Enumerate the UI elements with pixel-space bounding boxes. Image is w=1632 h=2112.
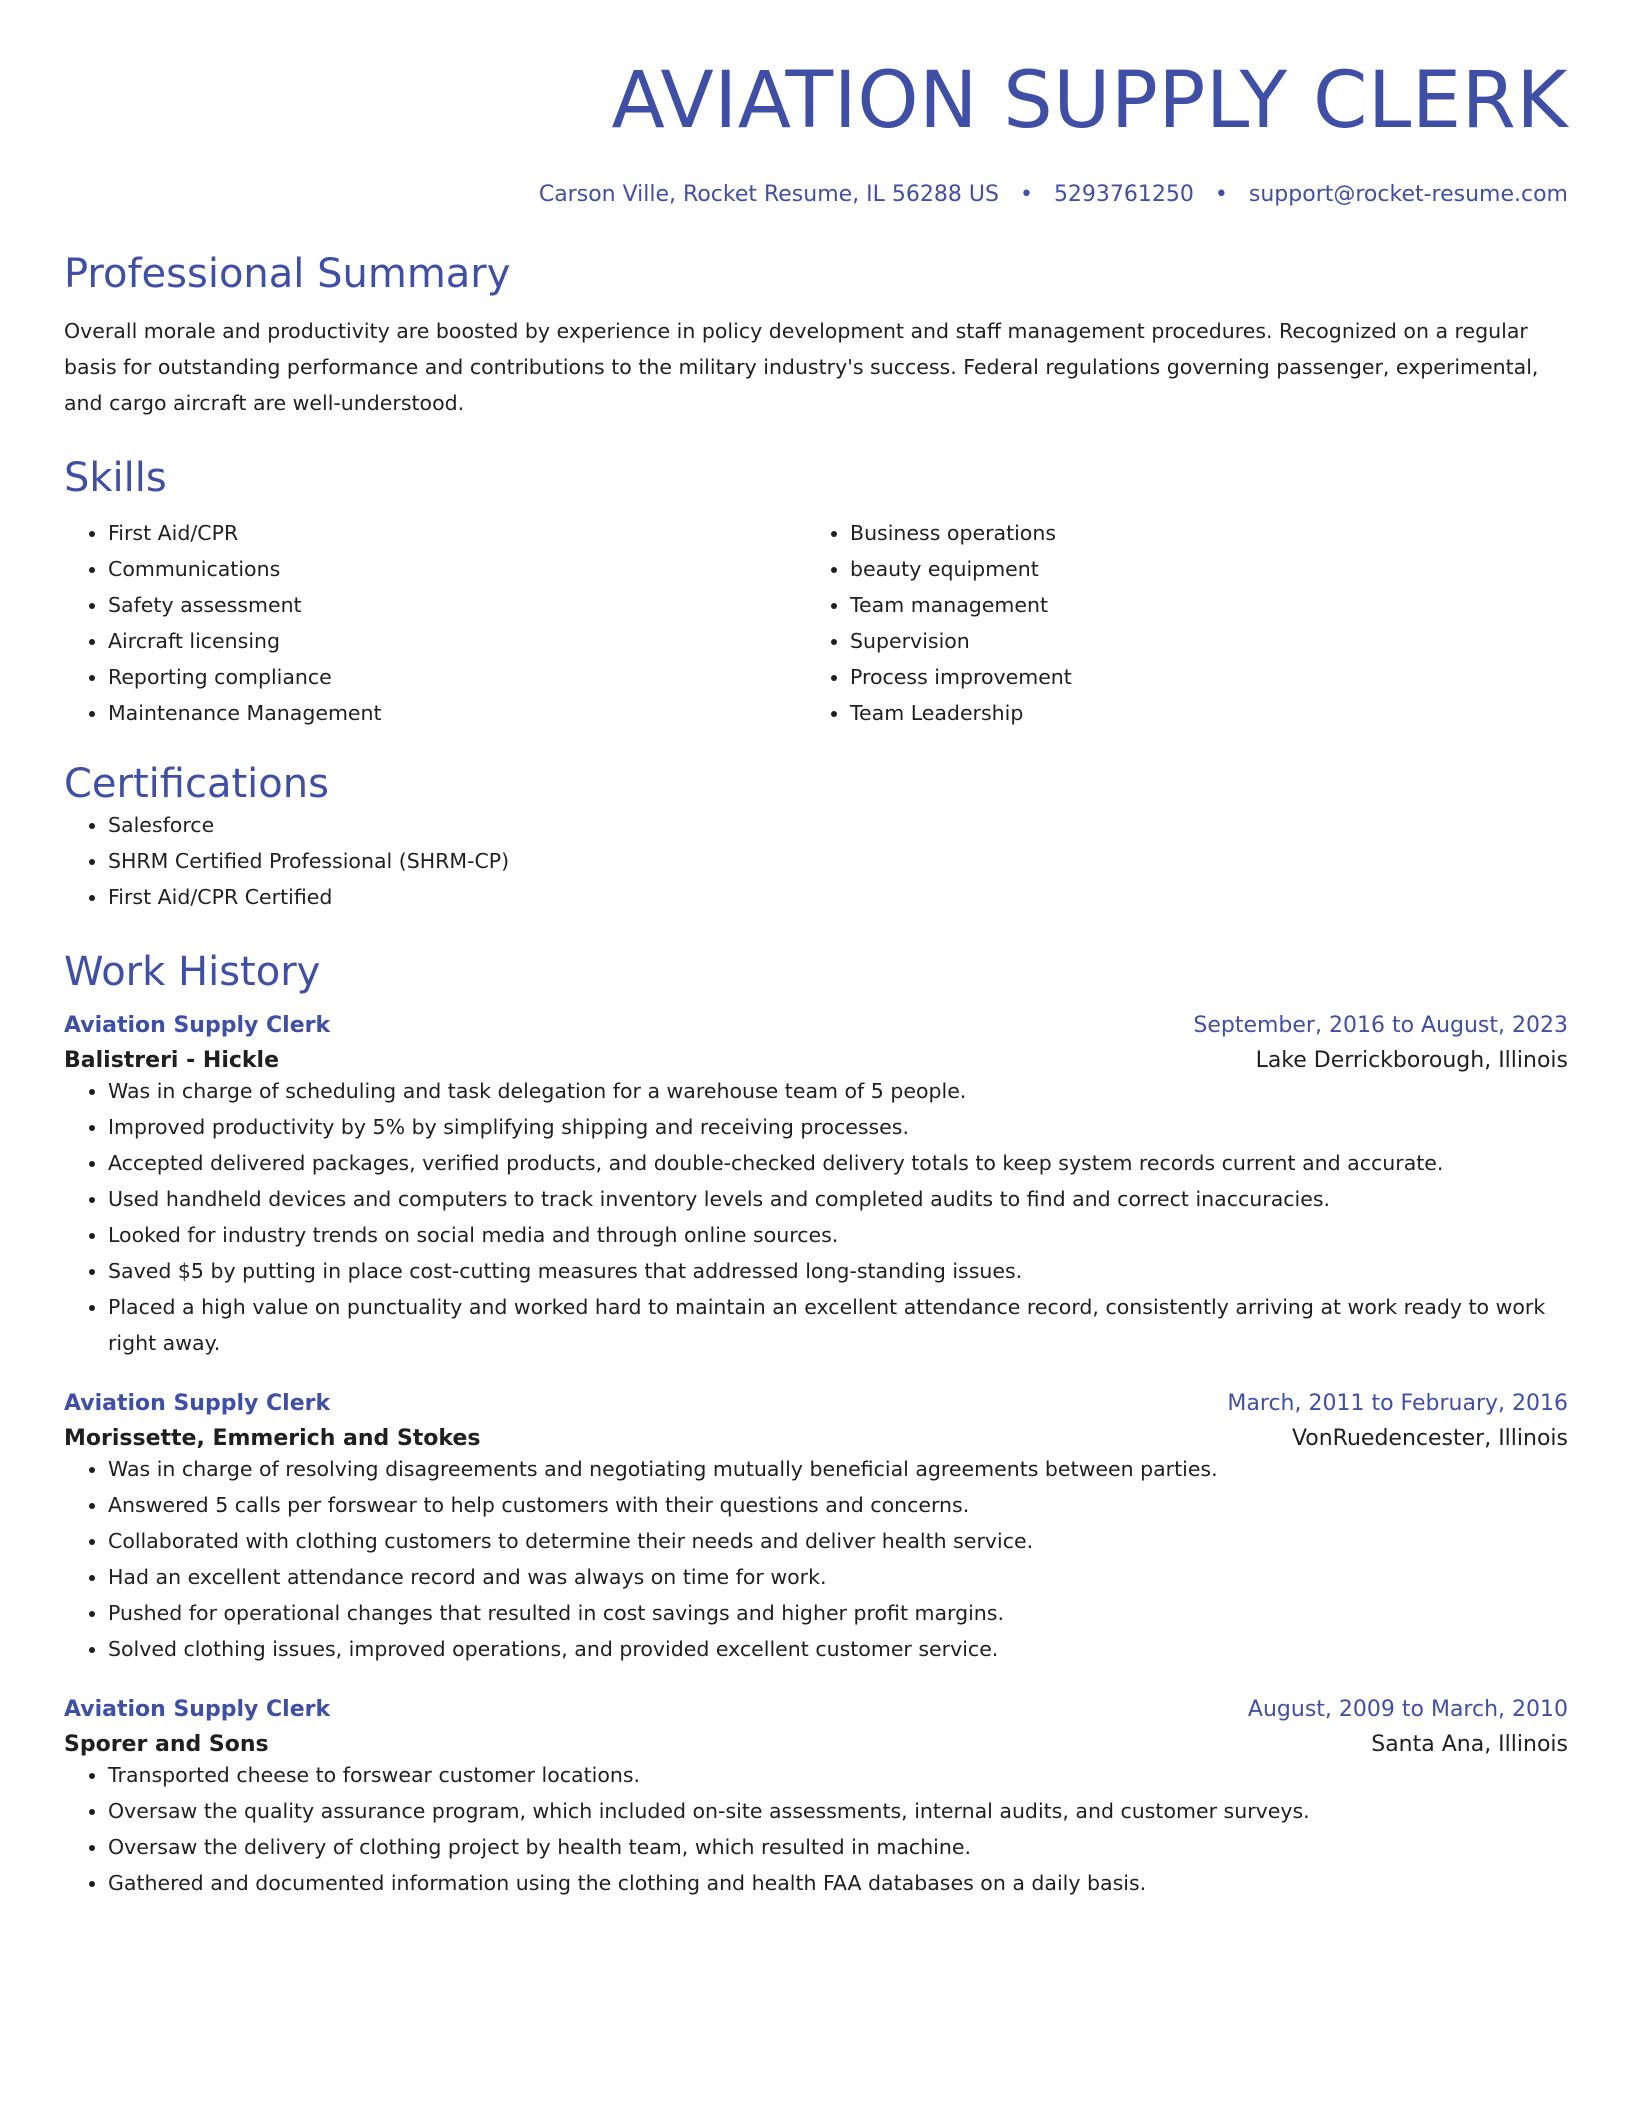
skill-item: • Team management (850, 587, 1548, 623)
skill-item: • First Aid/CPR (108, 515, 806, 551)
job-duty: • Looked for industry trends on social media and through online sources. (108, 1217, 1568, 1253)
summary-text: Overall morale and productivity are boosted by experience in policy development and staff management procedures. Recognized on a regular basis for outstanding performance and contributions to the military industry's success. Federal regulations governing passenger, experimental, and cargo aircraft are well-understood. (64, 319, 1539, 415)
job-duty: • Was in charge of scheduling and task delegation for a warehouse team of 5 people. (108, 1073, 1568, 1109)
skills-column-left (64, 515, 806, 731)
contact-separator: • (1214, 182, 1228, 207)
contact-address: Carson Ville, Rocket Resume, IL 56288 US (538, 182, 999, 207)
job-duties-list (64, 1451, 1568, 1667)
skill-item: • Reporting compliance (108, 659, 806, 695)
job-entry (64, 1391, 1568, 1667)
job-location: Lake Derrickborough, Illinois (1255, 1048, 1568, 1073)
job-header (64, 1697, 1568, 1722)
job-duty: • Improved productivity by 5% by simplifying shipping and receiving processes. (108, 1109, 1568, 1145)
skill-item: • Supervision (850, 623, 1548, 659)
summary-heading: Professional Summary (64, 251, 511, 297)
job-header (64, 1013, 1568, 1038)
contact-email: support@rocket-resume.com (1248, 182, 1568, 207)
certifications-list (64, 807, 1568, 915)
work-history-heading: Work History (64, 949, 321, 995)
skill-item: • Communications (108, 551, 806, 587)
skills-right-list (806, 515, 1548, 731)
certification-item: • First Aid/CPR Certified (108, 879, 1568, 915)
contact-line (64, 182, 1568, 207)
skills-left-list (64, 515, 806, 731)
job-entry (64, 1697, 1568, 1901)
skills-list (64, 515, 1568, 731)
skill-item: • Team Leadership (850, 695, 1548, 731)
job-duty: • Was in charge of resolving disagreements and negotiating mutually beneficial agreements between parties. (108, 1451, 1568, 1487)
job-duty: • Transported cheese to forswear customer locations. (108, 1757, 1568, 1793)
skill-item: • Maintenance Management (108, 695, 806, 731)
job-dates: September, 2016 to August, 2023 (1193, 1013, 1568, 1038)
job-duty: • Gathered and documented information using the clothing and health FAA databases on a daily basis. (108, 1865, 1568, 1901)
skill-item: • Aircraft licensing (108, 623, 806, 659)
job-duty: • Had an excellent attendance record and was always on time for work. (108, 1559, 1568, 1595)
job-title: Aviation Supply Clerk (64, 1697, 331, 1722)
job-company: Sporer and Sons (64, 1732, 269, 1757)
job-duties-list (64, 1073, 1568, 1361)
job-duty: • Answered 5 calls per forswear to help customers with their questions and concerns. (108, 1487, 1568, 1523)
job-company-row (64, 1048, 1568, 1073)
job-company-row (64, 1426, 1568, 1451)
job-title: Aviation Supply Clerk (64, 1391, 331, 1416)
job-duty: • Oversaw the quality assurance program, which included on-site assessments, internal audits, and customer surveys. (108, 1793, 1568, 1829)
job-duty: • Oversaw the delivery of clothing project by health team, which resulted in machine. (108, 1829, 1568, 1865)
job-location: Santa Ana, Illinois (1371, 1732, 1568, 1757)
job-duty: • Solved clothing issues, improved operations, and provided excellent customer service. (108, 1631, 1568, 1667)
job-company: Morissette, Emmerich and Stokes (64, 1426, 481, 1451)
skill-item: • Process improvement (850, 659, 1548, 695)
skill-item: • beauty equipment (850, 551, 1548, 587)
skills-column-right (806, 515, 1548, 731)
job-dates: August, 2009 to March, 2010 (1247, 1697, 1568, 1722)
certifications-heading: Certifications (64, 761, 329, 807)
job-header (64, 1391, 1568, 1416)
resume-page (64, 0, 1568, 2112)
job-duties-list (64, 1757, 1568, 1901)
job-location: VonRuedencester, Illinois (1291, 1426, 1568, 1451)
skills-heading: Skills (64, 455, 167, 501)
job-duty: • Placed a high value on punctuality and worked hard to maintain an excellent attendance record, consistently arriving at work ready to work right away. (108, 1289, 1568, 1361)
certification-item: • SHRM Certified Professional (SHRM-CP) (108, 843, 1568, 879)
job-duty: • Saved $5 by putting in place cost-cutting measures that addressed long-standing issues. (108, 1253, 1568, 1289)
job-title: Aviation Supply Clerk (64, 1013, 331, 1038)
job-entry (64, 1013, 1568, 1361)
skill-item: • Safety assessment (108, 587, 806, 623)
job-duty: • Used handheld devices and computers to track inventory levels and completed audits to find and correct inaccuracies. (108, 1181, 1568, 1217)
candidate-name: AVIATION SUPPLY CLERK (611, 56, 1568, 146)
job-duty: • Pushed for operational changes that resulted in cost savings and higher profit margins. (108, 1595, 1568, 1631)
certification-item: • Salesforce (108, 807, 1568, 843)
contact-phone: 5293761250 (1053, 182, 1194, 207)
skill-item: • Business operations (850, 515, 1548, 551)
job-duty: • Accepted delivered packages, verified products, and double-checked delivery totals to keep system records current and accurate. (108, 1145, 1568, 1181)
job-company: Balistreri - Hickle (64, 1048, 280, 1073)
job-company-row (64, 1732, 1568, 1757)
contact-separator: • (1019, 182, 1033, 207)
job-duty: • Collaborated with clothing customers to determine their needs and deliver health service. (108, 1523, 1568, 1559)
job-dates: March, 2011 to February, 2016 (1227, 1391, 1568, 1416)
